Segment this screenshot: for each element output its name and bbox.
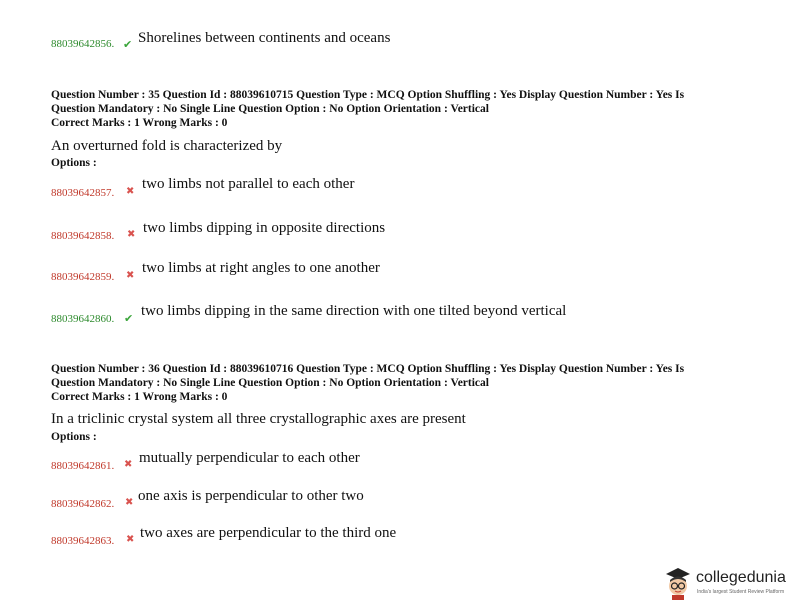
option-id: 88039642861. [51, 460, 115, 472]
question-text: In a triclinic crystal system all three crystallographic axes are present [51, 411, 466, 427]
option-text: mutually perpendicular to each other [139, 450, 360, 466]
option-text: two axes are perpendicular to the third one [140, 525, 397, 541]
question-meta-line: Question Number : 35 Question Id : 88039610715 Question Type : MCQ Option Shuffling : Yes Display Question Number : Yes Is [51, 89, 685, 101]
options-label: Options : [51, 157, 97, 169]
question-meta [51, 88, 684, 130]
cross-icon: ✖ [124, 459, 133, 470]
mascot-icon [664, 566, 692, 600]
option-text: two limbs dipping in the same direction with one tilted beyond vertical [141, 303, 567, 319]
question-meta-line: Question Mandatory : No Single Line Question Option : No Option Orientation : Vertical [51, 377, 489, 389]
logo-tagline: India's largest Student Review Platform [697, 589, 785, 595]
option-text: two limbs at right angles to one another [142, 260, 380, 276]
option-id: 88039642863. [51, 535, 115, 547]
question-text: An overturned fold is characterized by [51, 138, 283, 154]
option-text: one axis is perpendicular to other two [138, 488, 364, 504]
option-text: two limbs not parallel to each other [142, 176, 355, 192]
cross-icon: ✖ [126, 270, 135, 281]
option-id: 88039642856. [51, 38, 115, 50]
option-id: 88039642859. [51, 271, 115, 283]
option-id: 88039642857. [51, 187, 115, 199]
collegedunia-logo [664, 564, 788, 604]
option-id: 88039642860. [51, 313, 115, 325]
cross-icon: ✖ [127, 229, 136, 240]
option-text: two limbs dipping in opposite directions [143, 220, 386, 236]
cross-icon: ✖ [126, 186, 135, 197]
question-marks: Correct Marks : 1 Wrong Marks : 0 [51, 391, 228, 403]
option-text: Shorelines between continents and oceans [138, 30, 391, 46]
question-meta-line: Question Number : 36 Question Id : 88039610716 Question Type : MCQ Option Shuffling : Yes Display Question Number : Yes Is [51, 363, 685, 375]
cross-icon: ✖ [125, 497, 134, 508]
logo-text: collegedunia [696, 569, 786, 586]
option-id: 88039642858. [51, 230, 115, 242]
question-meta-line: Question Mandatory : No Single Line Question Option : No Option Orientation : Vertical [51, 103, 489, 115]
check-icon: ✔ [124, 312, 134, 325]
options-label: Options : [51, 431, 97, 443]
check-icon: ✔ [123, 38, 133, 51]
cross-icon: ✖ [126, 534, 135, 545]
option-id: 88039642862. [51, 498, 115, 510]
question-marks: Correct Marks : 1 Wrong Marks : 0 [51, 117, 228, 129]
question-meta [51, 362, 684, 404]
